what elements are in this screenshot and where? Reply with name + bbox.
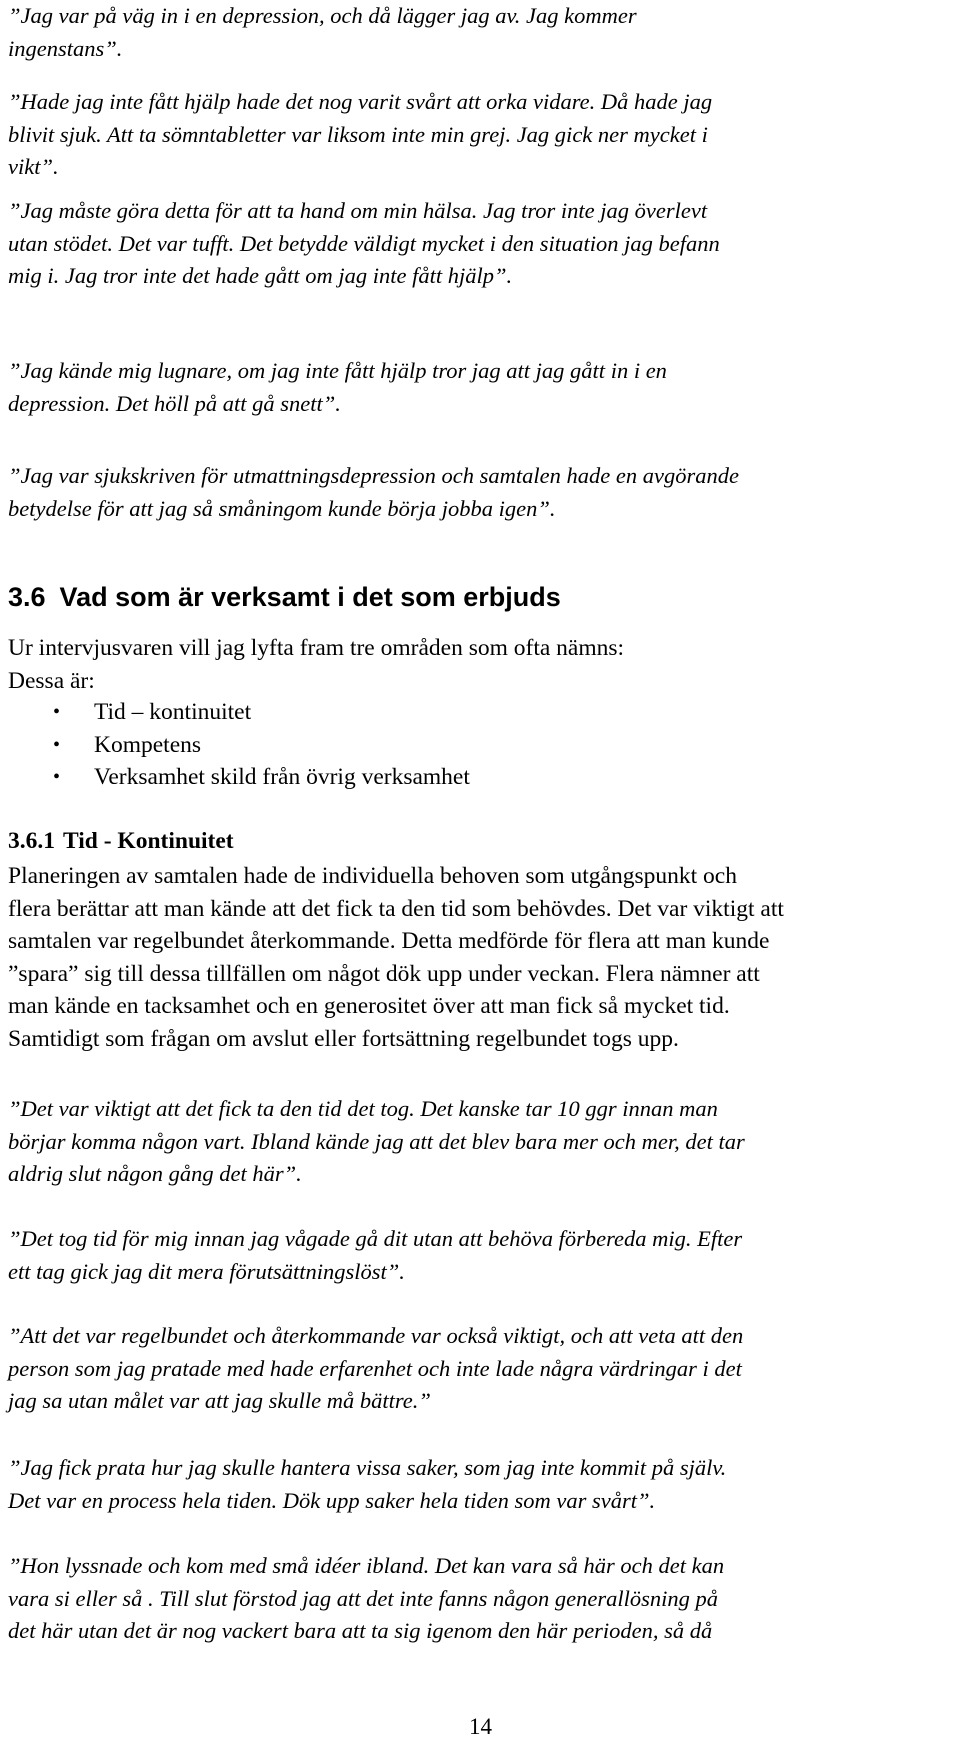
quote-line: ”Det var viktigt att det fick ta den tid det tog. Det kanske tar 10 ggr innan man [8, 1096, 718, 1121]
list-item-label: Verksamhet skild från övrig verksamhet [94, 764, 470, 790]
quote-line: vara si eller så . Till slut förstod jag att det inte fanns någon generallösning på [8, 1585, 719, 1611]
interview-quote [8, 1452, 726, 1517]
subsection-heading [8, 825, 234, 857]
body-paragraph [8, 860, 784, 1055]
bullet-icon: • [53, 766, 61, 788]
quote-line: ”Det tog tid för mig innan jag vågade gå dit utan att behöva förbereda mig. Efter [8, 1226, 743, 1251]
interview-quote [8, 1550, 724, 1648]
interview-quote [8, 460, 739, 525]
page-number: 14 [469, 1714, 492, 1739]
quote-line: ”Hade jag inte fått hjälp hade det nog varit svårt att orka vidare. Då hade jag [8, 89, 713, 114]
intro-line: Dessa är: [8, 667, 95, 694]
quote-line: betydelse för att jag så småningom kunde börja jobba igen”. [8, 495, 556, 521]
quote-line: ”Jag var på väg in i en depression, och då lägger jag av. Jag kommer [8, 3, 637, 28]
quote-line: det här utan det är nog vackert bara att ta sig igenom den här perioden, så då [8, 1618, 713, 1643]
list-item-label: Tid – kontinuitet [94, 699, 252, 725]
interview-quote [8, 1223, 742, 1288]
quote-line: blivit sjuk. Att ta sömntabletter var liksom inte min grej. Jag gick ner mycket i [8, 121, 708, 147]
paragraph-line: samtalen var regelbundet återkommande. Detta medförde för flera att man kunde [8, 928, 770, 954]
list-item [8, 729, 470, 762]
quote-line: Det var en process hela tiden. Dök upp saker hela tiden som var svårt”. [8, 1487, 656, 1513]
quote-line: vikt”. [8, 154, 59, 179]
quote-line: person som jag pratade med hade erfarenhet och inte lade några värdringar i det [8, 1355, 742, 1381]
bullet-list [8, 696, 470, 794]
section-title: Vad som är verksamt i det som erbjuds [59, 582, 561, 612]
section-intro [8, 632, 624, 697]
subsection-title: Tid - Kontinuitet [63, 828, 234, 854]
section-number: 3.6 [8, 582, 46, 612]
interview-quote [8, 1320, 743, 1418]
quote-line: ”Jag kände mig lugnare, om jag inte fått hjälp tror jag att jag gått in i en [8, 358, 667, 383]
quote-line: ”Jag måste göra detta för att ta hand om min hälsa. Jag tror inte jag överlevt [8, 198, 708, 223]
subsection-number: 3.6.1 [8, 828, 55, 854]
interview-quote [8, 355, 667, 420]
list-item [8, 761, 470, 794]
quote-line: börjar komma någon vart. Ibland kände jag att det blev bara mer och mer, det tar [8, 1128, 745, 1154]
interview-quote [8, 1093, 745, 1191]
quote-line: ”Jag var sjukskriven för utmattningsdepression och samtalen hade en avgörande [8, 463, 739, 488]
quote-line: ”Jag fick prata hur jag skulle hantera vissa saker, som jag inte kommit på själv. [8, 1455, 727, 1480]
interview-quote [8, 86, 712, 184]
section-heading [8, 580, 561, 614]
quote-line: utan stödet. Det var tufft. Det betydde väldigt mycket i den situation jag befann [8, 230, 720, 256]
quote-line: ”Att det var regelbundet och återkommande var också viktigt, och att veta att den [8, 1323, 744, 1348]
quote-line: ingenstans”. [8, 35, 123, 61]
bullet-icon: • [53, 701, 61, 723]
list-item-label: Kompetens [94, 731, 202, 758]
interview-quote [8, 0, 637, 65]
intro-line: Ur intervjusvaren vill jag lyfta fram tre områden som ofta nämns: [8, 635, 625, 661]
bullet-icon: • [53, 733, 61, 756]
interview-quote [8, 195, 720, 293]
paragraph-line: flera berättar att man kände att det fick ta den tid som behövdes. Det var viktigt att [8, 895, 784, 922]
quote-line: ett tag gick jag dit mera förutsättningslöst”. [8, 1258, 405, 1284]
quote-line: aldrig slut någon gång det här”. [8, 1161, 302, 1186]
quote-line: mig i. Jag tror inte det hade gått om jag inte fått hjälp”. [8, 263, 513, 288]
paragraph-line: Planeringen av samtalen hade de individuella behoven som utgångspunkt och [8, 863, 737, 889]
paragraph-line: man kände en tacksamhet och en generositet över att man fick så mycket tid. [8, 993, 730, 1019]
list-item [8, 696, 470, 729]
paragraph-line: Samtidigt som frågan om avslut eller fortsättning regelbundet togs upp. [8, 1025, 679, 1052]
quote-line: jag sa utan målet var att jag skulle må bättre.” [8, 1388, 431, 1413]
quote-line: ”Hon lyssnade och kom med små idéer ibland. Det kan vara så här och det kan [8, 1553, 725, 1578]
paragraph-line: ”spara” sig till dessa tillfällen om något dök upp under veckan. Flera nämner att [8, 960, 760, 987]
quote-line: depression. Det höll på att gå snett”. [8, 390, 341, 416]
